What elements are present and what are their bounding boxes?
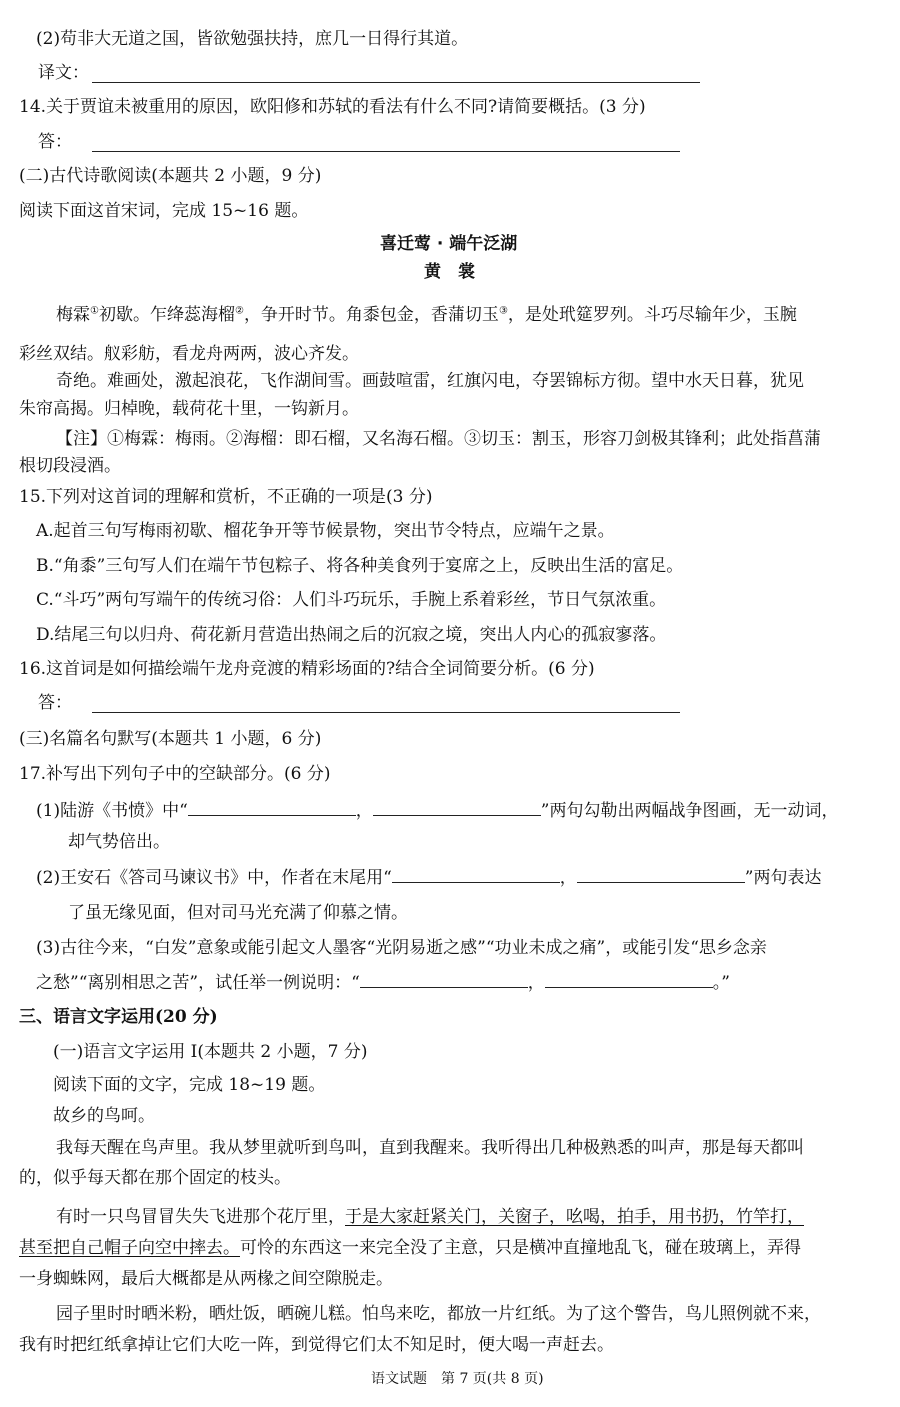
passage-p2-line-1 [56, 1206, 804, 1228]
poem-line-1-c: ，争开时节。角黍包金，香蒲切玉 [243, 305, 499, 325]
q16-answer-line[interactable] [92, 712, 680, 713]
translation-answer-line[interactable] [92, 82, 700, 83]
passage-p2-plain-2: 可怜的东西这一来完全没了主意，只是横冲直撞地乱飞，碰在玻璃上，弄得 [240, 1238, 801, 1258]
q17-blank-3b[interactable] [545, 971, 713, 988]
q17-item-2 [36, 866, 821, 889]
q17-item-1-suffix: ”两句勾勒出两幅战争图画，无一动词， [540, 801, 839, 821]
q16-answer-label: 答： [38, 693, 72, 713]
poem-note-2: 根切段浸酒。 [19, 456, 121, 476]
part-3-heading: 三、语言文字运用(20 分) [19, 1007, 218, 1027]
q17-item-2-prefix: (2)王安石《答司马谏议书》中，作者在末尾用“ [36, 868, 392, 888]
note-marker-2: ② [234, 305, 244, 317]
q17-item-3-cont [36, 971, 730, 994]
poem-line-4: 朱帘高揭。归棹晚，载荷花十里，一钩新月。 [19, 399, 359, 419]
q15-option-a[interactable]: A.起首三句写梅雨初歇、榴花争开等节候景物，突出节令特点，应端午之景。 [36, 521, 615, 541]
poem-note-1: 【注】①梅霖：梅雨。②海榴：即石榴，又名海石榴。③切玉：割玉，形容刀剑极其锋利；此处指菖蒲 [56, 429, 821, 449]
q17-blank-1a[interactable] [188, 799, 356, 816]
passage-p3-line-1: 园子里时时晒米粉，晒灶饭，晒碗儿糕。怕鸟来吃，都放一片红纸。为了这个警告，鸟儿照例就不来， [56, 1304, 821, 1324]
passage-p2-plain-1: 有时一只鸟冒冒失失飞进那个花厅里， [56, 1207, 345, 1227]
q17-item-2-cont: 了虽无缘见面，但对司马光充满了仰慕之情。 [68, 903, 408, 923]
q17-item-3-comma: ， [527, 973, 545, 993]
poem-line-1 [56, 304, 797, 326]
section-3-heading: (三)名篇名句默写(本题共 1 小题，6 分) [19, 729, 322, 749]
poem-line-2: 彩丝双结。舣彩舫，看龙舟两两，波心齐发。 [19, 344, 359, 364]
q17-item-2-comma: ， [559, 868, 577, 888]
q14-answer-line[interactable] [92, 151, 680, 152]
q15-option-b[interactable]: B.“角黍”三句写人们在端午节包粽子、将各种美食列于宴席之上，反映出生活的富足。 [36, 556, 684, 576]
q14-answer-label: 答： [38, 132, 72, 152]
passage-title: 故乡的鸟呵。 [53, 1106, 155, 1126]
section-2-heading: (二)古代诗歌阅读(本题共 2 小题，9 分) [19, 166, 322, 186]
part-3-subheading: (一)语言文字运用 I(本题共 2 小题，7 分) [53, 1042, 368, 1062]
note-marker-1: ① [90, 305, 99, 317]
poem-author: 黄 裳 [424, 262, 475, 282]
translation-label: 译文： [38, 63, 89, 83]
q14-text: 14.关于贾谊未被重用的原因，欧阳修和苏轼的看法有什么不同?请简要概括。(3 分) [19, 97, 646, 117]
passage-underlined-sentence-2: 甚至把自己帽子向空中摔去。 [19, 1238, 240, 1258]
passage-p1-line-2: 的，似乎每天都在那个固定的枝头。 [19, 1168, 291, 1188]
poem-line-1-a: 梅霖 [56, 305, 90, 325]
passage-p2-line-2 [19, 1237, 801, 1259]
poem-line-1-b: 初歇。乍绛蕊海榴 [98, 305, 235, 325]
q17-blank-3a[interactable] [360, 971, 528, 988]
q16-text: 16.这首词是如何描绘端午龙舟竞渡的精彩场面的?结合全词简要分析。(6 分) [19, 659, 595, 679]
q17-item-1-comma: ， [355, 801, 373, 821]
q17-blank-2b[interactable] [577, 866, 745, 883]
q15-option-d[interactable]: D.结尾三句以归舟、荷花新月营造出热闹之后的沉寂之境，突出人内心的孤寂寥落。 [36, 625, 667, 645]
poem-title: 喜迁莺 · 端午泛湖 [380, 234, 518, 254]
poem-line-1-d: ，是处玳筵罗列。斗巧尽输年少，玉腕 [507, 305, 797, 325]
passage-p2-line-3: 一身蜘蛛网，最后大概都是从两椽之间空隙脱走。 [19, 1269, 393, 1289]
poem-line-3: 奇绝。难画处，激起浪花，飞作湖间雪。画鼓喧雷，红旗闪电，夺罢锦标方彻。望中水天日暮，犹见 [56, 371, 804, 391]
passage-underlined-sentence-1: 于是大家赶紧关门，关窗子，吆喝，拍手，用书扔，竹竿打， [345, 1207, 804, 1227]
section-2-instruction: 阅读下面这首宋词，完成 15~16 题。 [19, 201, 309, 221]
q13-item-2: (2)苟非大无道之国，皆欲勉强扶持，庶几一日得行其道。 [36, 29, 469, 49]
part-3-instruction: 阅读下面的文字，完成 18~19 题。 [53, 1075, 326, 1095]
passage-p1-line-1: 我每天醒在鸟声里。我从梦里就听到鸟叫，直到我醒来。我听得出几种极熟悉的叫声，那是每天都叫 [56, 1138, 804, 1158]
q17-item-3-prefix: 之愁”“离别相思之苦”，试任举一例说明：“ [36, 973, 360, 993]
q17-blank-2a[interactable] [392, 866, 560, 883]
q17-item-3: (3)古往今来，“白发”意象或能引起文人墨客“光阴易逝之感”“功业未成之痛”，或能引发“思乡念亲 [36, 938, 767, 958]
q15-stem: 15.下列对这首词的理解和赏析，不正确的一项是(3 分) [19, 487, 433, 507]
q15-option-c[interactable]: C.“斗巧”两句写端午的传统习俗：人们斗巧玩乐，手腕上系着彩丝，节日气氛浓重。 [36, 590, 667, 610]
note-marker-3: ③ [498, 305, 508, 317]
q17-item-3-end: 。” [712, 973, 730, 993]
q17-blank-1b[interactable] [373, 799, 541, 816]
page-footer: 语文试题 第 7 页(共 8 页) [371, 1371, 544, 1387]
q17-item-1-cont: 却气势倍出。 [68, 832, 170, 852]
q17-item-2-suffix: ”两句表达 [744, 868, 822, 888]
q17-item-1 [36, 799, 838, 822]
q17-stem: 17.补写出下列句子中的空缺部分。(6 分) [19, 764, 331, 784]
passage-p3-line-2: 我有时把红纸拿掉让它们大吃一阵，到觉得它们太不知足时，便大喝一声赶去。 [19, 1335, 614, 1355]
q17-item-1-prefix: (1)陆游《书愤》中“ [36, 801, 188, 821]
